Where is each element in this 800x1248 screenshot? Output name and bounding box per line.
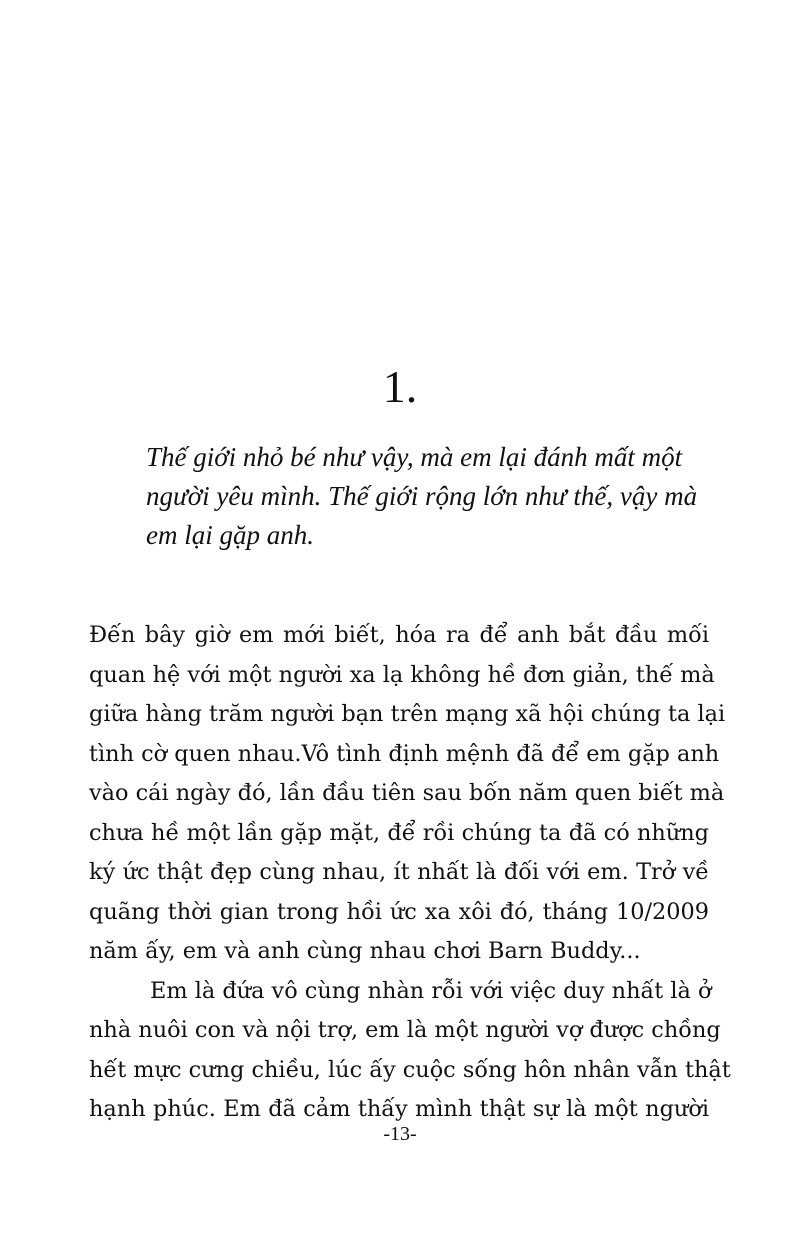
text-line: giữa hàng trăm người bạn trên mạng xã hội chúng ta lại: [89, 701, 726, 727]
page-number: -13-: [383, 1123, 417, 1145]
text-line: Đến bây giờ em mới biết, hóa ra để anh bắt đầu mối: [89, 622, 709, 648]
epigraph-line: Thế giới nhỏ bé như vậy, mà em lại đánh mất một: [146, 442, 683, 472]
text-line: quan hệ với một người xa lạ không hề đơn giản, thế mà: [89, 661, 715, 688]
body-text: [89, 616, 731, 1130]
text-line: hạnh phúc. Em đã cảm thấy mình thật sự là một người: [89, 1096, 709, 1122]
epigraph-line: người yêu mình. Thế giới rộng lớn như thế, vậy mà: [146, 481, 698, 511]
text-line: nhà nuôi con và nội trợ, em là một người vợ được chồng: [89, 1017, 721, 1043]
epigraph-line: em lại gặp anh.: [146, 520, 314, 550]
epigraph: [146, 438, 746, 555]
text-line: Em là đứa vô cùng nhàn rỗi với việc duy nhất là ở: [150, 977, 712, 1004]
text-line: tình cờ quen nhau.Vô tình định mệnh đã để em gặp anh: [89, 740, 720, 767]
paragraph-1: [89, 616, 726, 972]
text-line: quãng thời gian trong hồi ức xa xôi đó, tháng 10/2009: [89, 898, 709, 925]
text-line: năm ấy, em và anh cùng nhau chơi Barn Buddy...: [89, 938, 641, 964]
text-line: ký ức thật đẹp cùng nhau, ít nhất là đối với em. Trở về: [89, 859, 709, 885]
text-line: vào cái ngày đó, lần đầu tiên sau bốn năm quen biết mà: [89, 780, 725, 806]
text-line: chưa hề một lần gặp mặt, để rồi chúng ta đã có những: [89, 819, 709, 846]
chapter-number: 1.: [382, 361, 418, 412]
paragraph-2: [89, 972, 731, 1130]
text-line: hết mực cưng chiều, lúc ấy cuộc sống hôn nhân vẫn thật: [89, 1056, 731, 1083]
